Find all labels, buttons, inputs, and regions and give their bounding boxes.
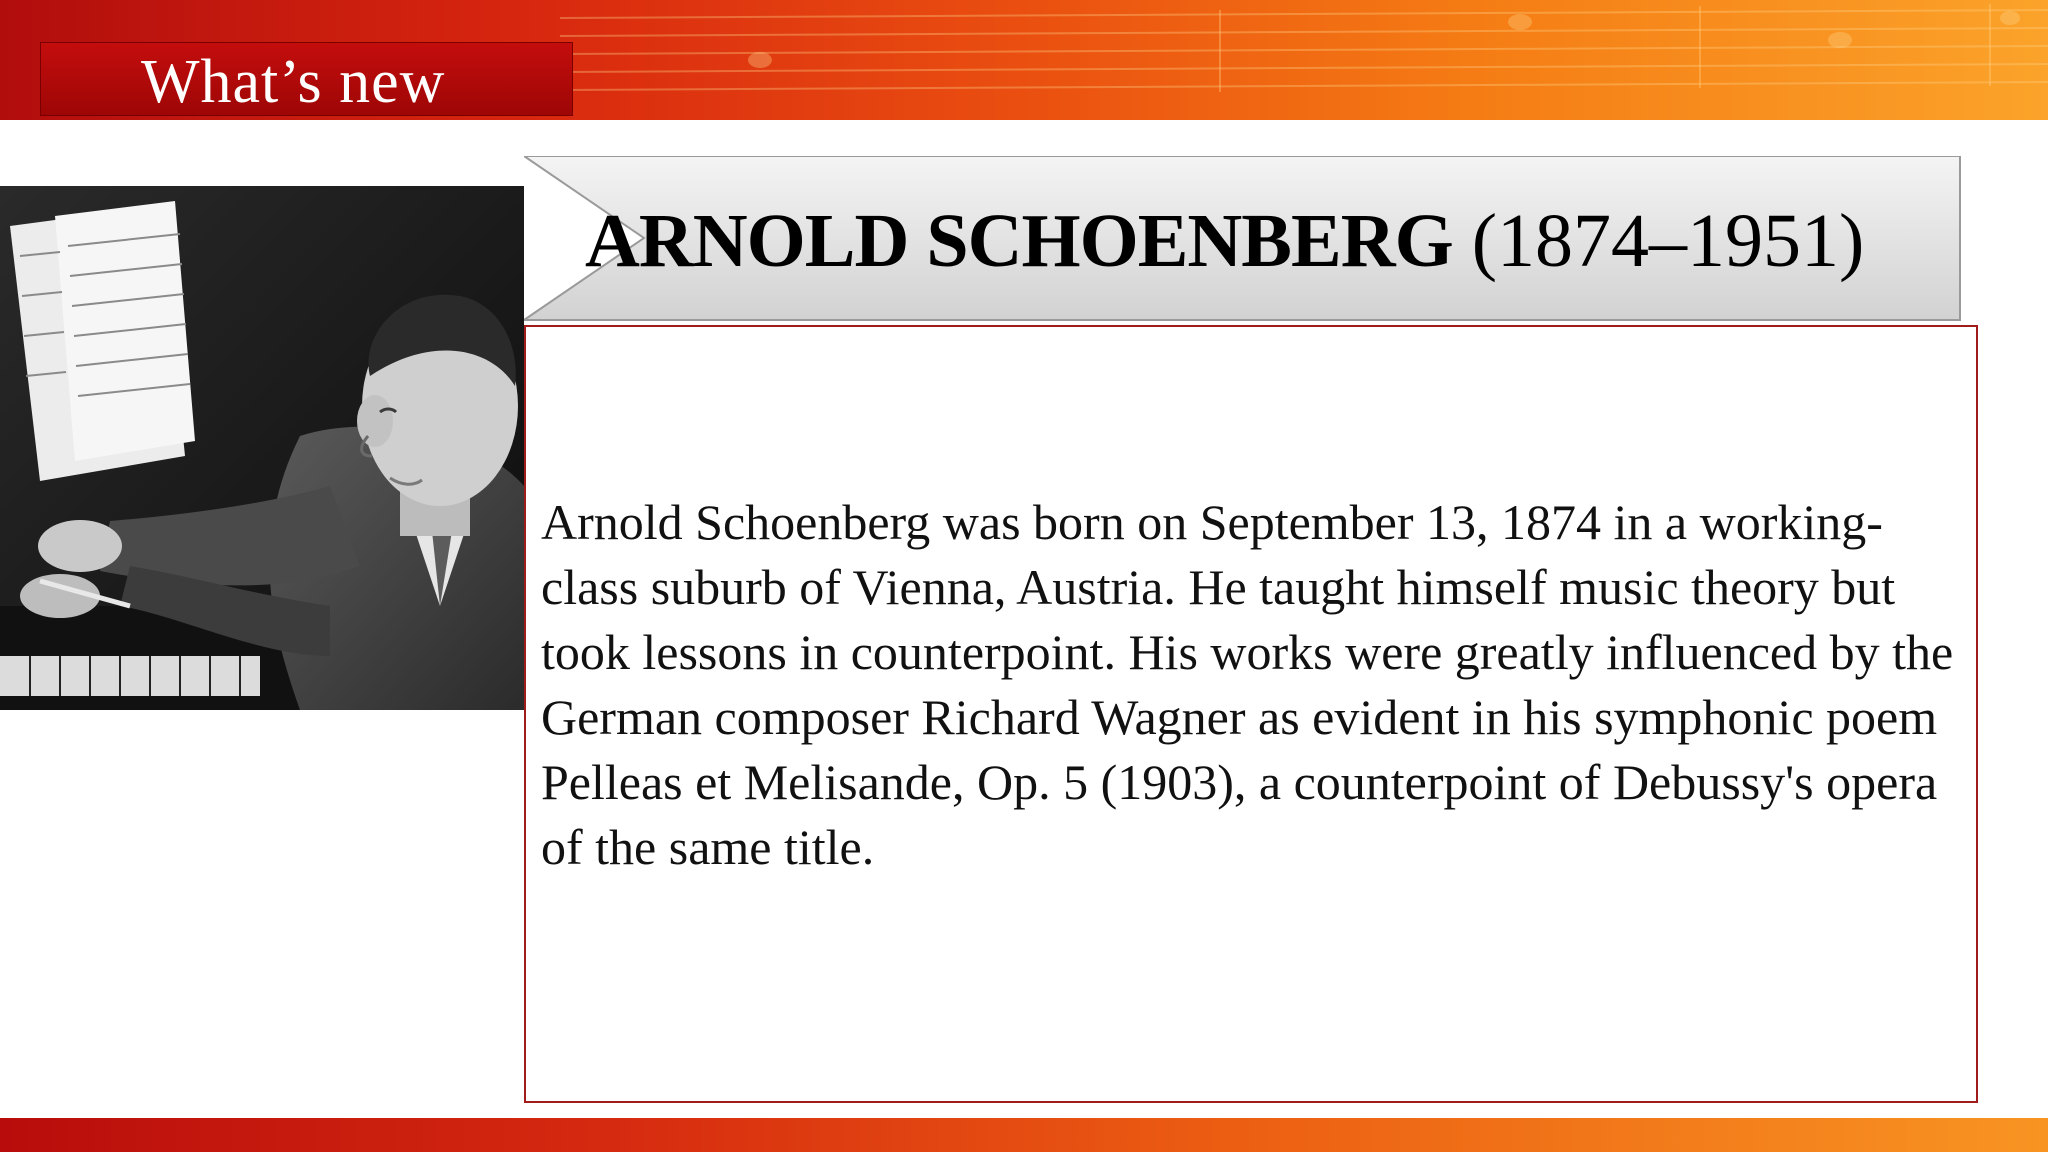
- title-years: (1874–1951): [1452, 199, 1865, 283]
- composer-photo: [0, 186, 524, 710]
- bio-text: Arnold Schoenberg was born on September 13, 1874 in a working-class suburb of Vienna, Austria. He taught himself music theory but took lessons in counterpoint. His works were greatly influenced by the German composer Richard Wagner as evident in his symphonic poem Pelleas et Melisande, Op. 5 (1903), a counterpoint of Debussy's opera of the same title.: [541, 494, 1954, 875]
- top-banner: [0, 0, 2048, 120]
- section-tab: [40, 42, 573, 116]
- bottom-banner: [0, 1118, 2048, 1152]
- section-label: What’s new: [141, 48, 446, 116]
- slide-title: [585, 196, 1895, 286]
- composer-photo-illustration: [0, 186, 524, 710]
- title-name: ARNOLD SCHOENBERG: [585, 199, 1453, 283]
